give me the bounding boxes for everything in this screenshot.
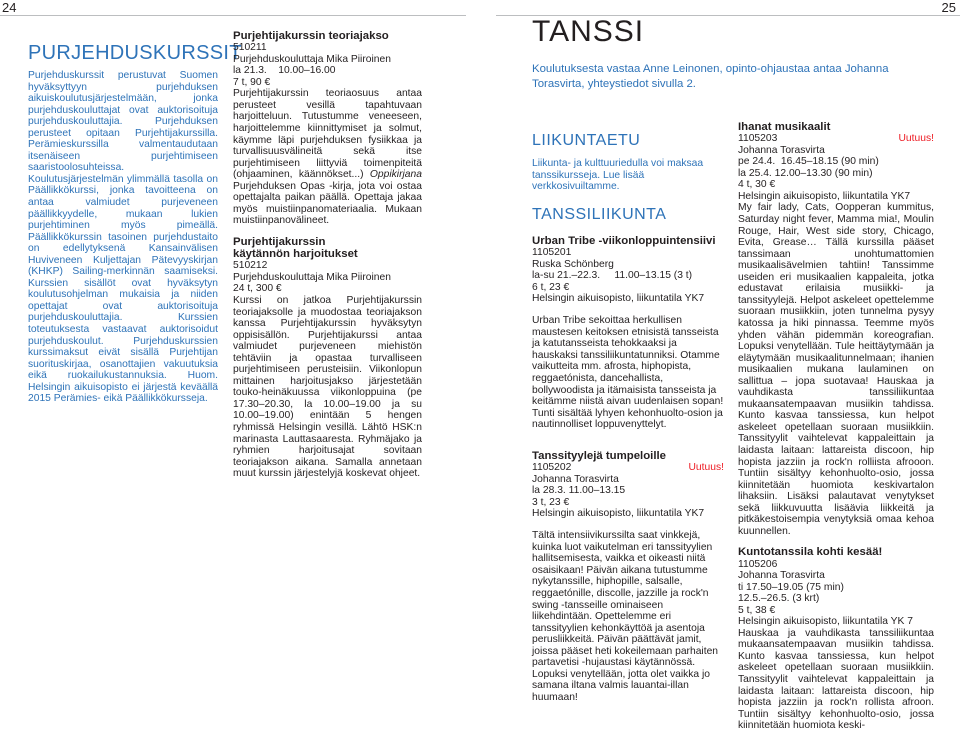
course-code: 1105206: [738, 558, 778, 570]
course-description: Tältä intensiivikurssilta saat vinkkejä, kuinka luot vaikutelman eri tanssityylien hallitsemisesta, vaikka et oikeasti niitä osaisikaan! Päivän aikana tutustumme nykytanssille, hiphopille, salsalle, reggaetónille, discolle, jazzille ja rock'n swing -tansseille ominaiseen liikehdintään. Opettelemme eri tanssityylien kehonkäyttöä ja asentoja perusliikkeitä. Päivän päättävät jamit, joissa pääset heti kokeilemaan parhaiten partavetisi -hujaustasi käytännössä. Lopuksi venytellään, jotta olet vaikka jo samana iltana valmis lauantai-illan huumaan!: [532, 530, 719, 703]
liikuntaetu-text: Liikunta- ja kulttuuriedulla voi maksaa tanssikursseja. Lue lisää verkkosivuiltamme.: [532, 158, 704, 193]
course-venue: Helsingin aikuisopisto, liikuntatila YK7: [532, 508, 705, 520]
course-schedule: la 28.3. 11.00–13.15: [532, 485, 626, 497]
course-dates: 12.5.–26.5. (3 krt): [738, 593, 820, 605]
page-number-left: 24: [2, 0, 17, 15]
course-schedule-2: la 25.4. 12.00–13.30 (90 min): [738, 167, 873, 179]
course-title: Tanssityylejä tumpeloille: [532, 450, 666, 462]
course-teacher: Purjehduskouluttaja Mika Piiroinen: [233, 53, 391, 65]
course-schedule: pe 24.4. 16.45–18.15 (90 min): [738, 156, 879, 168]
course-title: Ihanat musikaalit: [738, 121, 831, 133]
page-number-right: 25: [941, 0, 956, 15]
course-title: Purjehtijakurssin: [233, 235, 326, 248]
course-description: Hauskaa ja vauhdikasta tanssiliikuntaa mukaansatempaavan musiikin tahdissa. Kunto kasvaa tanssiessa, kun helpot askeleet opetellaan suoraan musiikkiin. Tanssityylit vaihtelevat kappaleittain ja laidasta laitaan: lattareista discoon, hip hopista jazziin ja rock'n rollista afroon. Tuntiin sisältyy kehonhuolto-osio, jossa kiinnitetään huomiota keski-: [738, 627, 934, 732]
new-badge: Uutuus!: [898, 133, 934, 145]
course-schedule: la 21.3. 10.00–16.00: [233, 65, 336, 77]
course-code: 510212: [233, 260, 268, 272]
course-price: 6 t, 23 €: [532, 281, 570, 293]
course-teacher: Johanna Torasvirta: [532, 473, 619, 485]
course-code: 510211: [233, 42, 267, 54]
course-code: 1105202: [532, 462, 572, 474]
column-purjehduskurssit: [28, 42, 242, 405]
new-badge: Uutuus!: [688, 462, 724, 474]
section-title-tanssi: TANSSI: [532, 15, 645, 48]
section-title-tanssiliikunta: TANSSILIIKUNTA: [532, 206, 667, 223]
course-venue: Helsingin aikuisopisto, liikuntatila YK7: [738, 190, 911, 202]
course-teacher: Ruska Schönberg: [532, 258, 614, 270]
column-tanssiliikunta: [532, 235, 724, 714]
top-rule-left: [0, 15, 466, 16]
section-title-purjehduskurssit: PURJEHDUSKURSSIT: [28, 42, 242, 64]
course-teacher: Johanna Torasvirta: [738, 570, 825, 582]
course-code: 1105203: [738, 133, 778, 145]
course-schedule: ti 17.50–19.05 (75 min): [738, 581, 844, 593]
purjehduskurssit-body: Purjehduskurssit perustuvat Suomen hyväksyttyyn purjehduksen aikuiskoulutusjärjestelmään, jonka purjehduskouluttajat ovat auktorisoituja purjehduskouluttajia. Purjehduksen perusteet opitaan Purjehtijakurssilla. Perämieskurssilla valmentaudutaan itsenäiseen purjehtimiseen saaristoolosuhteissa. Koulutusjärjestelmän ylimmällä tasolla on Päällikkökurssi, jonka tavoitteena on antaa valmiudet purjeveneen päällikkyydelle, mukaan lukien purjehtiminen myös pimeällä. Päällikkökurssin tasoinen purjehdustaito on edellytyksenä Kansainvälisen Huviveneen Kuljettajan Pätevyyskirjan (KHKP) Sailing-merkinnän saamiseksi. Kurssien sisällöt ovat hyväksytyn koulutusohjelman mukaisia ja niiden opettajat ovat auktorisoituja purjehduskouluttajia. Kurssien toteutuksesta vastaavat auktorisoidut purjehduskoulut. Purjehduskurssien kurssimaksut eivät sisällä Purjehtijan suorituskirjaa, osanottajien vakuutuksia eikä ruokailukustannuksia. Huom. Helsingin aikuisopisto ei järjestä keväällä 2015 Perämies- eikä Päällikkökursseja.: [28, 70, 218, 405]
course-title: Purjehtijakurssin teoriajakso: [233, 30, 389, 42]
course-price: 3 t, 23 €: [532, 496, 570, 508]
tanssi-intro: Koulutuksesta vastaa Anne Leinonen, opinto-ohjaustaa antaa Johanna Torasvirta, yhteystiedot sivulla 2.: [532, 63, 889, 90]
course-price: 4 t, 30 €: [738, 179, 776, 191]
course-teacher: Johanna Torasvirta: [738, 144, 825, 156]
course-description: Urban Tribe sekoittaa herkullisen maustesen keitoksen etnisistä tansseista ja katutansseista tehokkaaksi ja hauskaksi tanssiliikuntatunniksi. Otamme vaikutteita mm. afrosta, hiphopista, reggaetónista, dancehallista, bollywoodista ja itämaisista tansseista ja keitämme niistä aivan uudenlaisen sopan! Tunti sisältää lyhyen kehonhuolto-osion ja nautinnolliset loppuvenyttelyt.: [532, 315, 724, 431]
course-price: 7 t, 90 €: [233, 76, 271, 88]
course-price: 24 t, 300 €: [233, 283, 282, 295]
course-schedule: la-su 21.–22.3. 11.00–13.15 (3 t): [532, 270, 693, 282]
course-title: Urban Tribe -viikonloppuintensiivi: [532, 235, 716, 247]
course-code: 1105201: [532, 247, 572, 259]
course-description: My fair lady, Cats, Oopperan kummitus, Saturday night fever, Mamma mia!, Moulin Rouge, Hair, West side story, Chicago, Evita, Grease… Tällä kurssilla pääset tanssimaan unohtumattomien musikaalisävelmien tahtiin! Tanssimme useiden eri musikaalien kappaleita, jotka edustavat erilaisia musiikki- ja tanssityylejä. Helpot askeleet opettelemme suoraan musiikkiin, joten tunnelma pysyy katossa ja hiki pinnassa. Teemme myös yhden vähän pidemmän koreografian. Lopuksi venytellään. Tule heittäytymään ja eläytymään musikaalitunnelmaan; ihanien musikaalien mukana laulaminen on sallittua – jopa suotavaa! Hauskaa ja vauhdikasta tanssiliikuntaa mukaansatempaavan musiikin tahdissa. Kunto kasvaa tanssiessa, kun helpot askeleet opetellaan suoraan musiikkiin. Tanssityylit vaihtelevat kappaleittain ja laidasta laitaan: lattareista discoon, hip hopista jazziin ja rock'n rolliista afrooon. Tuntiin sisältyy kehonhuolto-osio, jossa kiinnitetään huomiota keskivartalon lihaksiin. Lisäksi palautavat venytykset sekä liikkuvuutta lisäävia liikkeitä ja pitkäkestoisempia venytyksiä omaa kehoa kuunnellen.: [738, 202, 934, 537]
section-title-liikuntaetu: LIIKUNTAETU: [532, 132, 641, 149]
course-description: Purjehtijakurssin teoriaosuus antaa perusteet vesillä tapahtuvaan harjoitteluun. Tutustumme veneeseen, harjoittelemme kiinnittymiset ja solmut, käymme läpi purjehduksen fysiikkaa ja turvallisuusvälineitä sekä itse purjehtimiseen liittyviä toimenpiteitä (ohjaaminen, käännökset...) Oppikirjana Purjehduksen Opas -kirja, jota voi ostaa opettajalta paikan päällä. Opettaja jakaa myös muistiinpanomateriaalia. Mukaan muistiinpanovälineet.: [233, 88, 422, 227]
course-title-line2: käytännön harjoitukset: [233, 248, 358, 261]
course-venue: Helsingin aikuisopisto, liikuntatila YK7: [532, 293, 705, 305]
course-venue: Helsingin aikuisopisto, liikuntatila YK 7: [738, 616, 913, 628]
course-teacher: Purjehduskouluttaja Mika Piiroinen: [233, 271, 391, 283]
column-purjehtijakurssi: [233, 30, 422, 480]
book-title: Oppikirjana: [369, 169, 422, 181]
column-musikaalit: [738, 121, 934, 732]
course-description: Kurssi on jatkoa Purjehtijakurssin teoriajaksolle ja muodostaa teoriajakson kanssa Purjehtijakurssin hyväksytyn oppisisällön. Purjehtijakurssi antaa valmiudet purjeveneen miehistön tehtäviin ja opastaa turvalliseen purjehtimiseen perusteisiin. Viikonlopun mittainen harjoitusjakso järjestetään touko-heinäkuussa viikonloppuina (pe 17.30–20.30, la 10.00–19.00 ja su 10.00–19.00) enintään 5 hengen ryhmissä Helsingin vesillä. Lähtö HSK:n marinasta Lauttasaaresta. Ryhmäjako ja ryhmien harjoitusajat sovitaan teoriajakson aikana. Samalla annetaan muut kurssin järjestelyjä koskevat ohjeet.: [233, 295, 422, 480]
course-price: 5 t, 38 €: [738, 604, 776, 616]
course-title: Kuntotanssila kohti kesää!: [738, 546, 883, 559]
